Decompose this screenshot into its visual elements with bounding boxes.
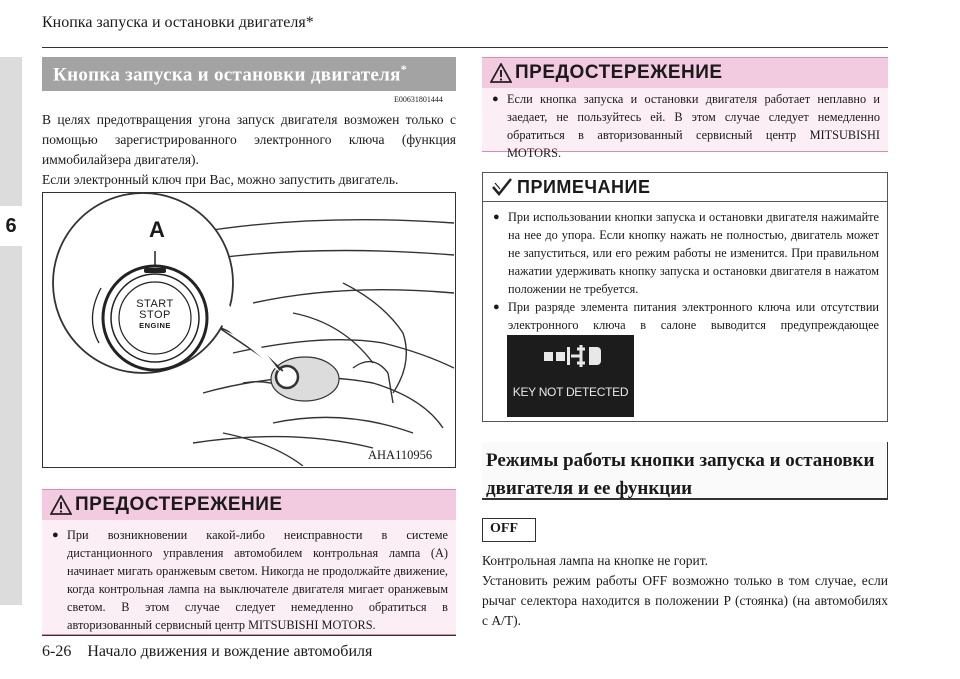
figure-code: AHA110956 bbox=[368, 448, 433, 462]
modes-title-text: Режимы работы кнопки запуска и остановки двигателя и ее функции bbox=[486, 450, 875, 499]
button-text-stop: STOP bbox=[139, 309, 171, 321]
note-check-icon bbox=[491, 177, 513, 197]
section-title-mark: * bbox=[400, 62, 408, 76]
note-bullet: ● При разряде элемента питания электронного ключа или отсутствии электронного ключа в салоне выводится предупреждающее bbox=[491, 298, 879, 352]
warning-heading bbox=[42, 490, 456, 520]
start-stop-button-label bbox=[123, 299, 187, 331]
warning-heading-text: ПРЕДОСТЕРЕЖЕНИЕ bbox=[75, 494, 283, 515]
dashboard-illustration bbox=[43, 193, 454, 466]
button-text-engine: ENGINE bbox=[139, 321, 171, 330]
mode-paragraph: Установить режим работы OFF возможно только в том случае, если рычаг селектора находится в положении P (стоянка) (на автомобилях с A/T). bbox=[482, 573, 888, 628]
intro-paragraph: Если электронный ключ при Вас, можно запустить двигатель. bbox=[42, 172, 399, 187]
header-rule bbox=[42, 47, 888, 48]
intro-paragraph: В целях предотвращения угона запуск двигателя возможен только с помощью зарегистрированного электронного ключа (функция иммобилайзера двигателя). bbox=[42, 112, 456, 167]
section-title-modes bbox=[482, 442, 888, 500]
start-button-figure bbox=[42, 192, 456, 468]
warning-box-right bbox=[482, 57, 888, 160]
running-header: Кнопка запуска и остановки двигателя* bbox=[42, 14, 314, 31]
chapter-tab: 6 bbox=[0, 206, 22, 246]
button-text-start: START bbox=[136, 298, 174, 310]
note-box bbox=[482, 172, 888, 422]
warning-triangle-icon bbox=[50, 495, 72, 515]
note-heading bbox=[483, 173, 887, 202]
note-bullet: ● При использовании кнопки запуска и остановки двигателя нажимайте на нее до упора. Если кнопку нажать не полностью, двигатель может не запуститься, или его режим работы не изменится. При правильном нажатии удерживать кнопку запуска и остановки двигателя в нажатом положении не требуется. bbox=[491, 208, 879, 298]
section-code: E00631801444 bbox=[394, 95, 443, 104]
warning-heading-text: ПРЕДОСТЕРЕЖЕНИЕ bbox=[515, 62, 723, 83]
display-message: KEY NOT DETECTED bbox=[512, 385, 629, 399]
note-heading-text: ПРИМЕЧАНИЕ bbox=[517, 176, 651, 197]
mode-paragraph: Контрольная лампа на кнопке не горит. bbox=[482, 553, 708, 568]
section-title bbox=[42, 57, 456, 91]
chapter-side-band bbox=[0, 57, 22, 605]
warning-text: ● При возникновении какой-либо неисправности в системе дистанционного управления автомобилем контрольная лампа (A) начинает мигать оранжевым светом. Никогда не продолжайте движение, когда контрольная лампа на выключателе двигателя мигает оранжевым светом. В этом случае следует немедленно обратиться в авторизованный сервисный центр MITSUBISHI MOTORS. bbox=[50, 526, 448, 634]
callout-label: A bbox=[149, 217, 165, 242]
warning-triangle-icon bbox=[490, 63, 512, 83]
mode-off-description bbox=[482, 551, 888, 631]
footer-rule bbox=[42, 635, 456, 636]
key-warning-icon bbox=[507, 335, 634, 379]
page-number: 6-26 bbox=[42, 643, 72, 660]
intro-text bbox=[42, 110, 456, 190]
warning-box-left bbox=[42, 489, 456, 635]
chapter-title: Начало движения и вождение автомобиля bbox=[87, 643, 373, 660]
key-not-detected-display bbox=[507, 335, 634, 417]
footer bbox=[42, 643, 372, 661]
section-title-text: Кнопка запуска и остановки двигателя bbox=[53, 64, 401, 86]
mode-off-label: OFF bbox=[482, 518, 536, 542]
warning-heading bbox=[482, 58, 888, 88]
warning-text: ● Если кнопка запуска и остановки двигателя работает неплавно и заедает, не пользуйтесь ей. В этом случае следует немедленно обратиться в авторизованный сервисный центр MITSUBISHI MOTORS. bbox=[490, 90, 880, 162]
dash-switch-shape bbox=[271, 357, 339, 401]
